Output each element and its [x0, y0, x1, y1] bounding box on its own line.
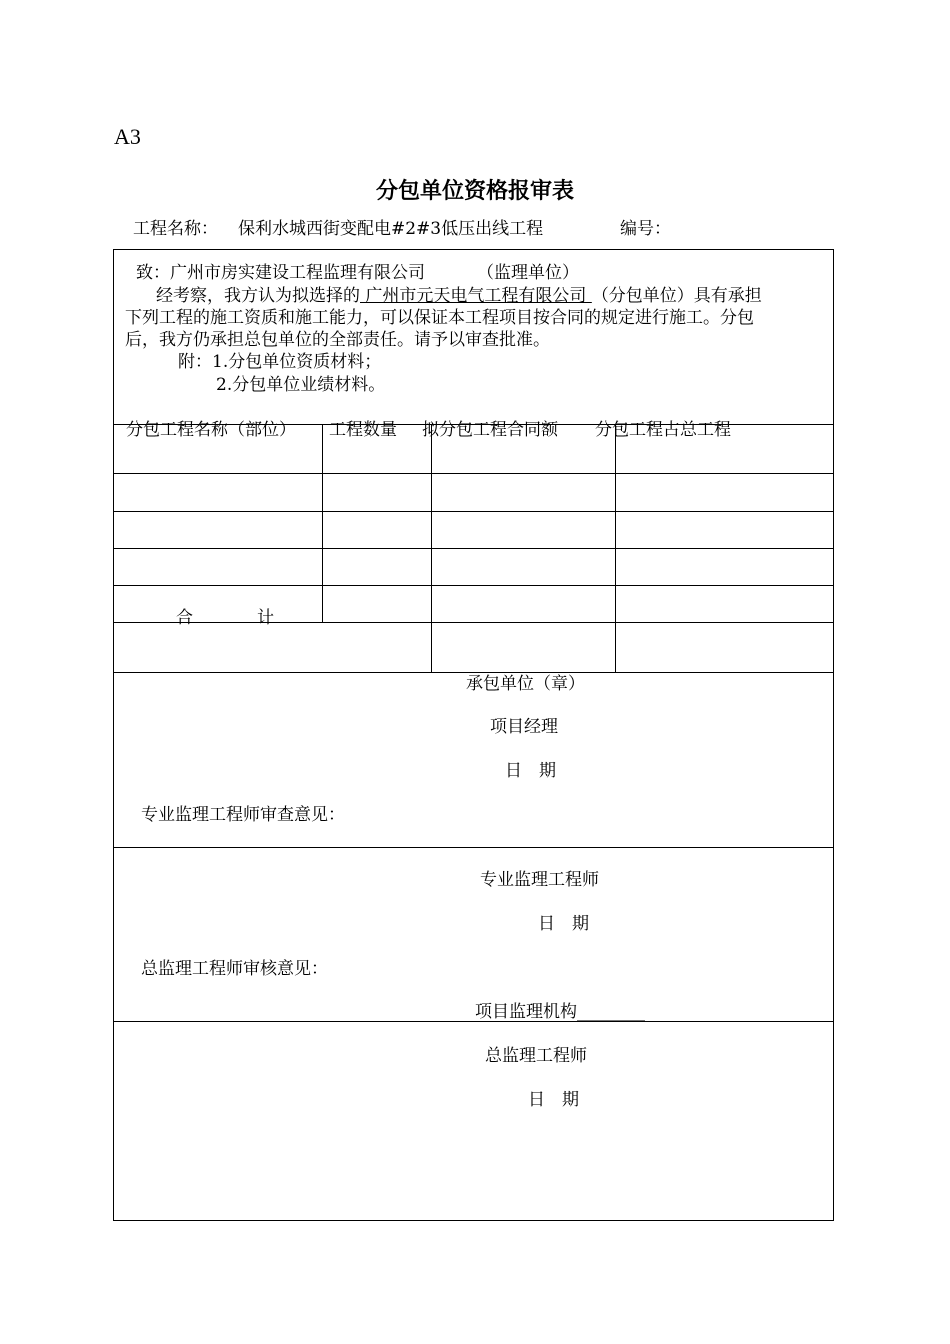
subcontractor-name: 广州市元天电气工程有限公司	[360, 286, 592, 306]
form-code: A3	[114, 124, 141, 149]
chief-date-label: 日 期	[528, 1090, 579, 1110]
project-name-label: 工程名称：	[133, 219, 218, 239]
contractor-date-label: 日 期	[505, 761, 556, 781]
header-quantity: 工程数量	[329, 420, 397, 440]
table-row-rule	[113, 548, 834, 549]
table-column-rule	[431, 424, 432, 673]
page-title: 分包单位资格报审表	[375, 178, 574, 204]
project-name-value: 保利水城西街变配电#2#3低压出线工程	[238, 219, 544, 239]
attachment-2: 2.分包单位业绩材料。	[216, 375, 386, 395]
supervision-org-label	[475, 997, 645, 1022]
supervision-org-text: 项目监理机构	[475, 1002, 577, 1022]
section-rule	[113, 847, 834, 848]
supervisor-unit-tag: （监理单位）	[477, 263, 579, 283]
table-row-rule	[113, 585, 834, 586]
total-label-he: 合	[176, 608, 193, 628]
letter-line-2: 下列工程的施工资质和施工能力，可以保证本工程项目按合同的规定进行施工。分包	[125, 308, 754, 328]
specialist-opinion-label: 专业监理工程师审查意见：	[141, 805, 345, 825]
total-label-ji: 计	[257, 608, 274, 628]
table-row-rule	[113, 622, 834, 623]
table-column-rule	[615, 424, 616, 673]
table-row-rule	[113, 473, 834, 474]
header-contract-amount: 拟分包工程合同额	[422, 420, 558, 440]
specialist-date-label: 日 期	[538, 914, 589, 934]
table-column-rule	[322, 424, 323, 623]
specialist-engineer-label: 专业监理工程师	[480, 870, 599, 890]
header-subcontract-name: 分包工程名称（部位）	[126, 420, 296, 440]
attachment-1: 附：1.分包单位资质材料；	[178, 352, 382, 372]
supervision-org-blank: ________	[577, 1002, 645, 1022]
document-number-label: 编号：	[620, 219, 671, 239]
letter-line-1-suffix: （分包单位）具有承担	[591, 286, 762, 306]
letter-line-1-prefix: 经考察，我方认为拟选择的	[156, 286, 360, 306]
letter-line-3: 后，我方仍承担总包单位的全部责任。请予以审查批准。	[125, 330, 550, 350]
chief-engineer-label: 总监理工程师	[485, 1046, 587, 1066]
chief-opinion-label: 总监理工程师审核意见：	[141, 959, 328, 979]
section-rule	[113, 1021, 834, 1022]
table-row-rule	[113, 511, 834, 512]
header-percentage: 分包工程占总工程	[595, 420, 731, 440]
salutation: 致：广州市房实建设工程监理有限公司	[136, 263, 425, 283]
project-manager-label: 项目经理	[490, 717, 558, 737]
contractor-unit-seal: 承包单位（章）	[466, 674, 585, 694]
